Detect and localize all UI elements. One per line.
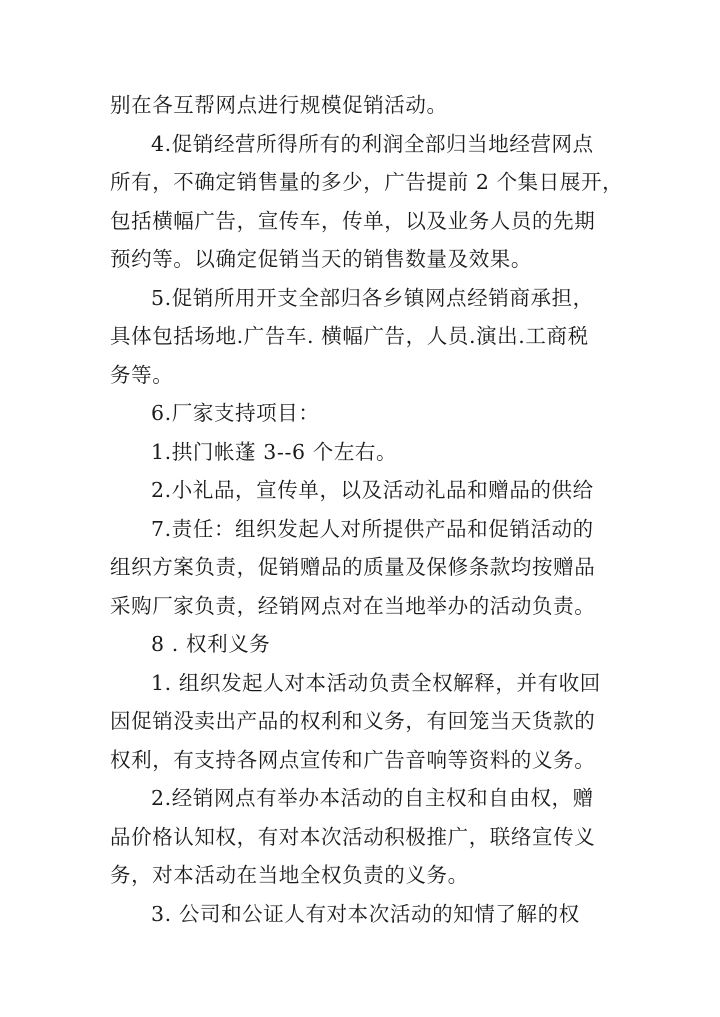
text-line: 务，对本活动在当地全权负责的义务。	[110, 863, 469, 887]
text-line: 采购厂家负责，经销网点对在当地举办的活动负责。	[110, 593, 596, 618]
text-line: 1. 组织发起人对本活动负责全权解释，并有收回	[151, 670, 601, 695]
document-body	[110, 86, 624, 933]
text-line: 所有，不确定销售量的多少，广告提前 2 个集日展开，	[110, 170, 624, 194]
text-line: 别在各互帮网点进行规模促销活动。	[110, 93, 448, 117]
text-line: 7.责任：组织发起人对所提供产品和促销活动的	[151, 516, 594, 541]
text-line: 权利，有支持各网点宣传和广告音响等资料的义务。	[110, 747, 596, 772]
text-line: 包括横幅广告，宣传车，传单，以及业务人员的先期	[110, 208, 596, 233]
text-line: 6.厂家支持项目：	[151, 401, 320, 425]
text-line: 因促销没卖出产品的权利和义务，有回笼当天货款的	[110, 709, 596, 733]
text-line: 2.经销网点有举办本活动的自主权和自由权，赠	[151, 786, 594, 810]
text-line: 5.促销所用开支全部归各乡镇网点经销商承担，	[151, 285, 594, 310]
text-line: 组织方案负责，促销赠品的质量及保修条款均按赠品	[110, 555, 596, 579]
text-line: 预约等。以确定促销当天的销售数量及效果。	[110, 247, 532, 271]
text-line: 品价格认知权，有对本次活动积极推广，联络宣传义	[110, 824, 596, 849]
text-line: 1.拱门帐蓬 3--6 个左右。	[151, 439, 398, 464]
text-line: 3. 公司和公证人有对本次活动的知情了解的权	[151, 901, 580, 926]
text-line: 4.促销经营所得所有的利润全部归当地经营网点	[151, 131, 594, 156]
text-line: 2.小礼品，宣传单，以及活动礼品和赠品的供给	[151, 478, 594, 502]
text-line: 8 . 权利义务	[151, 632, 271, 656]
text-line: 务等。	[110, 362, 174, 387]
text-line: 具体包括场地.广告车. 横幅广告，人员.演出.工商税	[110, 324, 589, 348]
